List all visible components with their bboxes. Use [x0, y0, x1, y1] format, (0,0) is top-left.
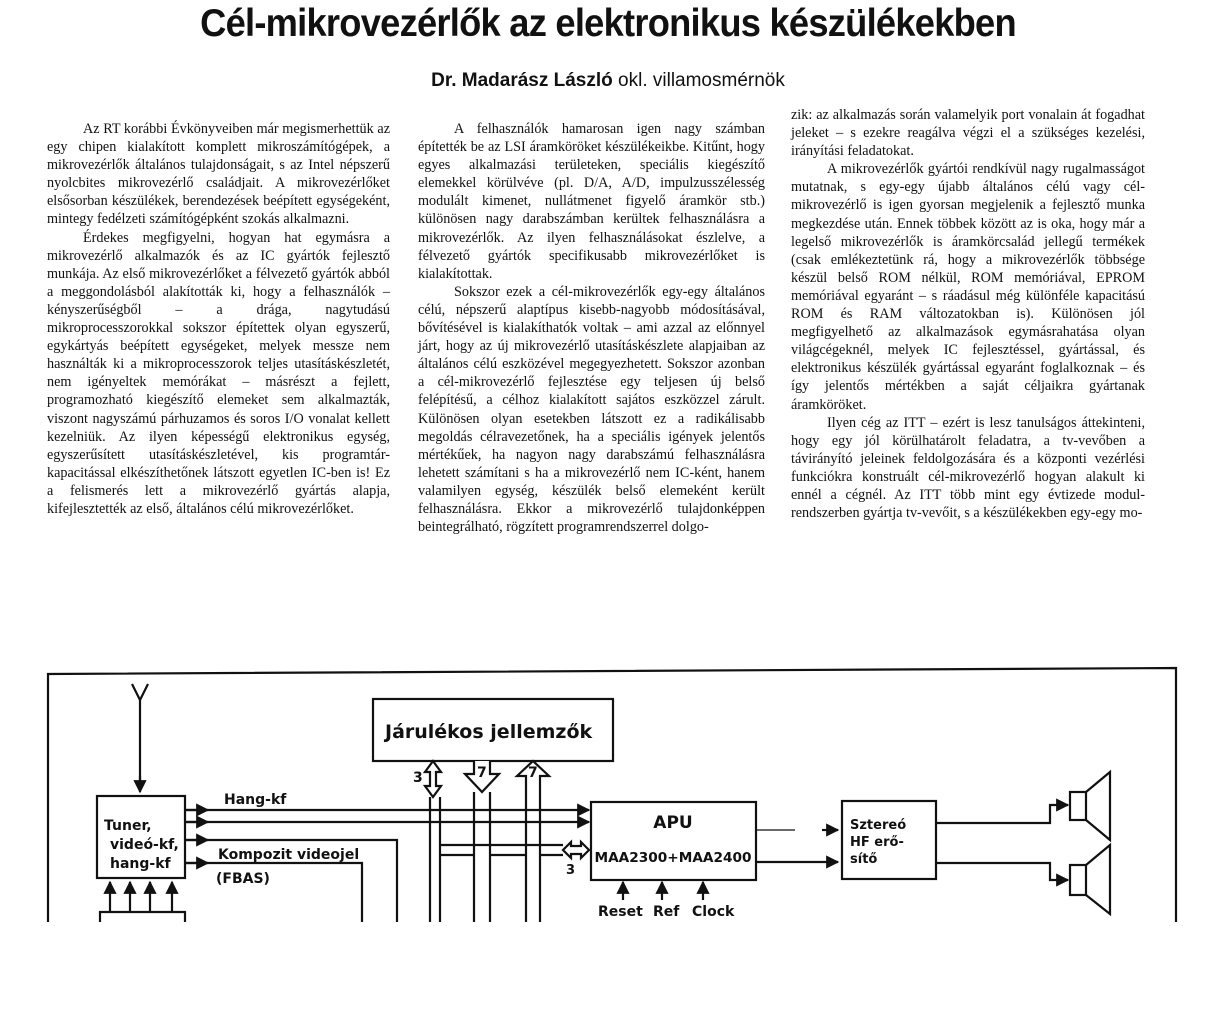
tuner-label-2: videó-kf,: [110, 837, 179, 853]
amp-label-1: Sztereó: [850, 818, 907, 833]
paragraph: Ilyen cég az ITT – ezért is lesz tanulságos áttekinteni, hogy egy jól körülhatárolt feladatra, a tv-vevőben a távirányító jeleinek feldolgozására és a központi vezérlési funkciókra konstruált cél-mikrovezérlő hogyan alakult ki ennél a cégnél. Az ITT több mint egy évtizede modul-rendszerben gyártja tv-vevőit, s a készülékekben egy-egy mo-: [791, 414, 1145, 522]
text-column-1: [47, 120, 390, 518]
text-column-2: [418, 120, 765, 536]
author-title: okl. villamosmérnök: [618, 70, 785, 91]
tuner-input-arrows: [100, 882, 185, 922]
amp-label-3: sítő: [850, 852, 878, 867]
apu-bus-width: 3: [566, 863, 576, 878]
paragraph: A felhasználók hamarosan igen nagy számban építették be az LSI áramköröket készülékeikbe. Kitűnt, hogy egyes alkalmazási területeken, speciális kiegészítő elemekkel körülvéve (pl. D/A, A/D, impulzusszélesség modulált kimenet, nullátmenet figyelő áramkör stb.) különösen nagy darabszámban kerültek felhasználásra a mikrovezérlők. Az ilyen felhasználásokat észlelve, a félvezető gyártók specifikusabb mikrovezérlőket is kialakítottak.: [418, 121, 765, 282]
apu-bus-arrow: [563, 842, 589, 858]
bus-c-width: 7: [528, 765, 538, 781]
block-diagram: [0, 650, 1216, 950]
paragraph: Érdekes megfigyelni, hogyan hat egymásra a mikrovezérlő alkalmazók és az IC gyártók fejlesztő munkája. Az első mikrovezérlőket a félvezető gyártók abból a meggondolásból alakították ki, hogy a felhasználók – kényszerűségből – a drága, nagytudású mikroprocesszorokkal sokszor építettek olyan egyszerű, egykártyás beépített egységeket, melyek messze nem használták ki a mikroprocesszorok teljes utasításkészletét, nem igényeltek memórákat – másrészt a fejlett, programozható kiegészítő elemeket sem alkalmazták, viszont nagyszámú párhuzamos és soros I/O vonalat kellett kezelniük. Az ilyen képességű elektronikus egység, egyszerűsített utasításkészletével, kis programtár-kapacitással elkészíthetőnek látszott egyetlen IC-ben is! Ez a felismerés lett a mikrovezérlő gyártás alapja, kifejlesztették az első, általános célú mikrovezérlőket.: [47, 229, 390, 517]
byline: [0, 70, 1216, 92]
bus-b: [465, 761, 499, 922]
paragraph: Az RT korábbi Évkönyveiben már megismerhettük az egy chipen kialakított komplett mikroszámítógépek, a mikrovezérlők általános tulajdonságait, s az Intel népszerű nyolcbites mikrovezérlő családjait. A mikrovezérlőket elsősorban készülékek, berendezések beépített egységeként, mintegy fedélzeti számítógépként szokás alkalmazni.: [47, 121, 390, 228]
apu-input-ref: Ref: [653, 904, 680, 920]
bus-a: [425, 761, 441, 922]
speaker-icon-2: [1070, 845, 1110, 914]
apu-input-clock: Clock: [692, 904, 735, 920]
text-column-3: [791, 106, 1145, 522]
amp-label-2: HF erő-: [850, 835, 904, 850]
jarulekos-label: Járulékos jellemzők: [385, 721, 593, 743]
speaker-icon-1: [1070, 772, 1110, 840]
apu-title: APU: [653, 813, 693, 833]
bus-a-width: 3: [413, 770, 423, 786]
paragraph: Sokszor ezek a cél-mikrovezérlők egy-egy általános célú, népszerű alaptípus kisebb-nagyobb módosításával, bővítésével is kialakíthatók voltak – ami azzal az előnnyel járt, hogy az új mikrovezérlő utasításkészlete alapjaiban az általános célú eszközével megegyezhetett. Sokszor azonban a cél-mikrovezérlő fejlesztése egy teljesen új belső felépítésű, a célhoz kialakított sajátos eszközzel zárult. Különösen olyan esetekben látszott ez a radikálisabb megoldás célravezetőnek, ha a speciális igények jelentős mértékűek, ha nagyon nagy darabszámú felhasználásra lehetett számítani s ha a mikrovezérlő nem IC-ként, hanem valamilyen egység, készülék belső elemeként került felhasználásra. Ekkor a mikrovezérlő tulajdonképpen beintegrálható, rögzített programrendszerrel dolgo-: [418, 283, 765, 536]
kompozit-label: Kompozit videojel: [218, 847, 360, 863]
fbas-label: (FBAS): [216, 871, 270, 887]
paragraph: A mikrovezérlők gyártói rendkívül nagy rugalmasságot mutatnak, s egy-egy újabb általános célú vagy cél-mikrovezérlő is igen gyorsan megjelenik a fejlesztő munka megkezdése után. Ennek többek között az is oka, hogy már a legelső mikrovezérlők is áramkörcsalád jellegű termékek (csak emlékeztetünk rá, hogy a mikrovezérlők többsége készül belső ROM nélkül, ROM memóriával, EPROM memóriával egyaránt – s ráadásul még különféle kapacitású ROM és RAM változatokban is). Különösen jól megfigyelhető az alkalmazások egymásrahatása olyan világcégeknél, melyek IC fejlesztéssel, gyártással, és elektronikus készülék gyártással egyaránt foglalkoznak – és így jelentős mértékben a saját céljaikra gyártanak áramköröket.: [791, 161, 1145, 413]
bus-c: [517, 761, 549, 922]
author-name: Dr. Madarász László: [431, 70, 613, 91]
article-title: Cél-mikrovezérlők az elektronikus készülékekben: [200, 2, 1016, 45]
antenna-icon: [132, 684, 148, 792]
bus-b-width: 7: [477, 765, 487, 781]
paragraph: zik: az alkalmazás során valamelyik port vonalain át fogadhat jeleket – s ezekre reagálva végzi el a szükséges kezelési, irányítási feladatokat.: [791, 107, 1145, 160]
apu-subtitle: MAA2300+MAA2400: [594, 851, 752, 866]
apu-input-reset: Reset: [598, 904, 643, 920]
tuner-label-1: Tuner,: [104, 818, 152, 834]
hang-kf-label: Hang-kf: [224, 792, 287, 808]
tuner-label-3: hang-kf: [110, 856, 171, 872]
kompozit-line: [185, 863, 362, 922]
